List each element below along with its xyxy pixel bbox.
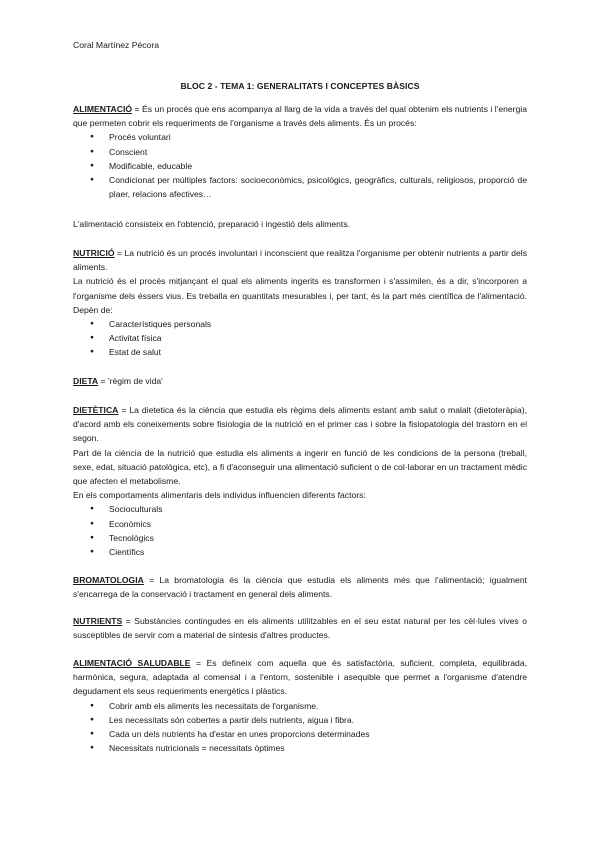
section-bromatologia [73, 573, 527, 601]
definition-text: = Es defineix com aquella que és satisfactòria, suficient, completa, equilibrada, harmònica, segura, adaptada al comensal i a l'entorn, sostenible i asequible que permet a l'organisme d'atendre degudament els seus requeriments energètics i plàstics. [73, 658, 527, 697]
section-alimentacio [73, 102, 527, 201]
list-item: ● Cobrir amb els aliments les necessitats de l'organisme. [73, 699, 527, 713]
list-item: ● Activitat física [73, 331, 527, 345]
list-item: ● Estat de salut [73, 345, 527, 359]
term-nutrients: NUTRIENTS [73, 616, 123, 626]
section-alimentacio-saludable [73, 656, 527, 755]
list-item: ● Les necessitats són cobertes a partir dels nutrients, aigua i fibra. [73, 713, 527, 727]
dietetica-factors-intro: En els comportaments alimentaris dels individus influencien diferents factors: [73, 490, 366, 501]
definition-alimentacio [73, 102, 527, 130]
section-dietetica [73, 403, 527, 559]
definition-dietetica [73, 403, 527, 446]
term-nutricio: NUTRICIÓ [73, 248, 115, 258]
page-title: BLOC 2 - TEMA 1: GENERALITATS I CONCEPTES BÀSICS [180, 81, 420, 91]
list-item: ● Científics [73, 545, 527, 559]
list-item: ● Procés voluntari [73, 130, 527, 144]
definition-text: = 'règim de vida' [98, 376, 163, 386]
definition-alimentacio-saludable [73, 656, 527, 699]
list-item: ● Necessitats nutricionals = necessitats òptimes [73, 741, 527, 755]
term-alimentacio: ALIMENTACIÓ [73, 104, 133, 114]
section-dieta [73, 374, 527, 388]
definition-text: = La dietetica és la ciència que estudia els règims dels aliments estant amb salut o malalt (dietoteràpia), d'acord amb els coneixements sobre fisiologia de la nutrició en el primer cas i sobre la fisiopatologia del trastorn en el segon. [73, 405, 527, 444]
dietetica-list [73, 502, 527, 559]
section-nutrients [73, 614, 527, 642]
list-item: ● Modificable, educable [73, 159, 527, 173]
definition-text: = La nutrició és un procés involuntari i inconscient que realitza l'organisme per obtenir nutrients a partir dels aliments. [73, 248, 527, 273]
definition-nutrients [73, 614, 527, 642]
definition-text: = La bromatologia és la ciència que estudia els aliments més que l'alimentació; igualment s'encarrega de la conservació i tractament en general dels aliments. [73, 575, 527, 600]
definition-text: = És un procés que ens acompanya al llarg de la vida a través del qual obtenim els nutrients i l'energia que permeten cobrir els requeriments de l'organisme a través dels aliments. És un procés: [73, 104, 527, 129]
term-bromatologia: BROMATOLOGIA [73, 575, 144, 585]
definition-dieta [73, 374, 527, 388]
list-item: ● Econòmics [73, 517, 527, 531]
nutricio-list [73, 317, 527, 360]
definition-nutricio [73, 246, 527, 274]
alimentacio-note: L'alimentació consisteix en l'obtenció, preparació i ingestió dels aliments. [73, 219, 350, 229]
section-nutricio [73, 246, 527, 360]
saludable-list [73, 699, 527, 756]
list-item: ● Tecnològics [73, 531, 527, 545]
list-item: ● Socioculturals [73, 502, 527, 516]
definition-text: = Substàncies contingudes en els aliments utilitzables en el seu estat natural per les cèl·lules vives o susceptibles de servir com a material de síntesis d'altres productes. [73, 616, 527, 641]
author-name: Coral Martínez Pécora [73, 40, 159, 50]
list-item: ● Conscient [73, 145, 527, 159]
list-item: ● Cada un dels nutrients ha d'estar en unes proporcions determinades [73, 727, 527, 741]
list-item: ● Característiques personals [73, 317, 527, 331]
term-dietetica: DIETÈTICA [73, 405, 119, 415]
alimentacio-list [73, 130, 527, 201]
list-item: ● Condicionat per múltiples factors: socioeconòmics, psicològics, geogràfics, culturals, religiosos, proporció de plaer, relacions afectives… [73, 173, 527, 201]
term-dieta: DIETA [73, 376, 99, 386]
definition-bromatologia [73, 573, 527, 601]
term-alimentacio-saludable: ALIMENTACIÓ SALUDABLE [73, 658, 191, 668]
dietetica-paragraph: Part de la ciència de la nutrició que estudia els aliments a ingerir en funció de les condicions de la persona (treball, sexe, edat, situació patològica, etc), a fi d'aconseguir una alimentació suficient o de col·laborar en un tractament mèdic que afecten el metabolisme. [73, 447, 527, 487]
nutricio-paragraph: La nutrició és el procés mitjançant el qual els aliments ingerits es transformen i s'assimilen, és a dir, s'incorporen a l'organisme dels éssers vius. Es treballa en quantitats mesurables i, per tant, és la part més científica de l'alimentació. Depèn de: [73, 276, 527, 315]
